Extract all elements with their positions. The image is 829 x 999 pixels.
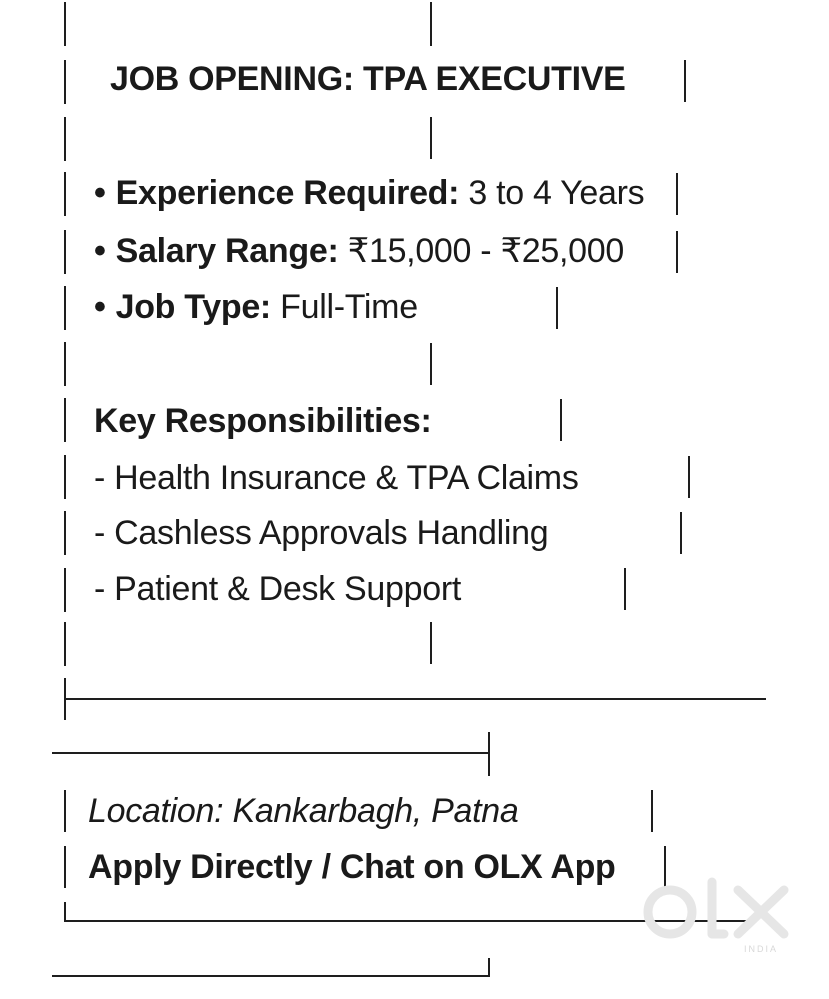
border-left-3 <box>64 117 66 161</box>
bullet-icon: • <box>94 232 106 270</box>
footer-bottom-tick <box>488 958 490 977</box>
divider-line-1 <box>64 698 766 700</box>
apply-text: Apply Directly / Chat on OLX App <box>88 848 616 886</box>
border-right-12 <box>430 622 432 664</box>
border-left-10 <box>64 511 66 555</box>
border-left-11 <box>64 568 66 612</box>
detail-label: Job Type: <box>115 288 271 326</box>
divider-line-2 <box>52 752 490 754</box>
detail-experience <box>94 174 644 213</box>
job-title: JOB OPENING: TPA EXECUTIVE <box>110 60 626 98</box>
detail-label: Experience Required: <box>115 174 460 212</box>
responsibility-item: - Health Insurance & TPA Claims <box>94 459 579 497</box>
border-right-7 <box>430 343 432 385</box>
footer-bottom-line-2 <box>52 975 490 977</box>
border-left-12 <box>64 622 66 666</box>
olx-watermark-sub: INDIA <box>744 944 779 954</box>
border-left-5 <box>64 230 66 274</box>
border-right-3 <box>430 117 432 159</box>
border-left-4 <box>64 172 66 216</box>
border-right-6 <box>556 287 558 329</box>
detail-value: ₹15,000 - ₹25,000 <box>338 232 624 270</box>
detail-value: Full-Time <box>270 288 418 326</box>
border-left-2 <box>64 60 66 104</box>
responsibility-item: - Patient & Desk Support <box>94 570 461 608</box>
border-left-8 <box>64 398 66 442</box>
olx-watermark-logo <box>640 870 800 960</box>
location-text: Location: Kankarbagh, Patna <box>88 792 519 830</box>
footer-border-right-1 <box>651 790 653 832</box>
bullet-icon: • <box>94 174 106 212</box>
border-right-8 <box>560 399 562 441</box>
footer-border-left-1 <box>64 790 66 832</box>
footer-border-left-2 <box>64 846 66 888</box>
border-right-1 <box>430 2 432 46</box>
border-right-2 <box>684 60 686 102</box>
border-right-4 <box>676 173 678 215</box>
detail-label: Salary Range: <box>115 232 339 270</box>
responsibility-item: - Cashless Approvals Handling <box>94 514 549 552</box>
divider-tick-2 <box>488 732 490 776</box>
footer-border-left-3 <box>64 902 66 922</box>
detail-value: 3 to 4 Years <box>459 174 645 212</box>
border-right-11 <box>624 568 626 610</box>
border-right-5 <box>676 231 678 273</box>
border-left-9 <box>64 455 66 499</box>
detail-salary <box>94 231 624 271</box>
responsibilities-heading: Key Responsibilities: <box>94 402 432 440</box>
detail-job-type <box>94 288 418 327</box>
border-left-6 <box>64 286 66 330</box>
border-right-10 <box>680 512 682 554</box>
border-right-9 <box>688 456 690 498</box>
border-left-7 <box>64 342 66 386</box>
bullet-icon: • <box>94 288 106 326</box>
border-left-1 <box>64 2 66 46</box>
